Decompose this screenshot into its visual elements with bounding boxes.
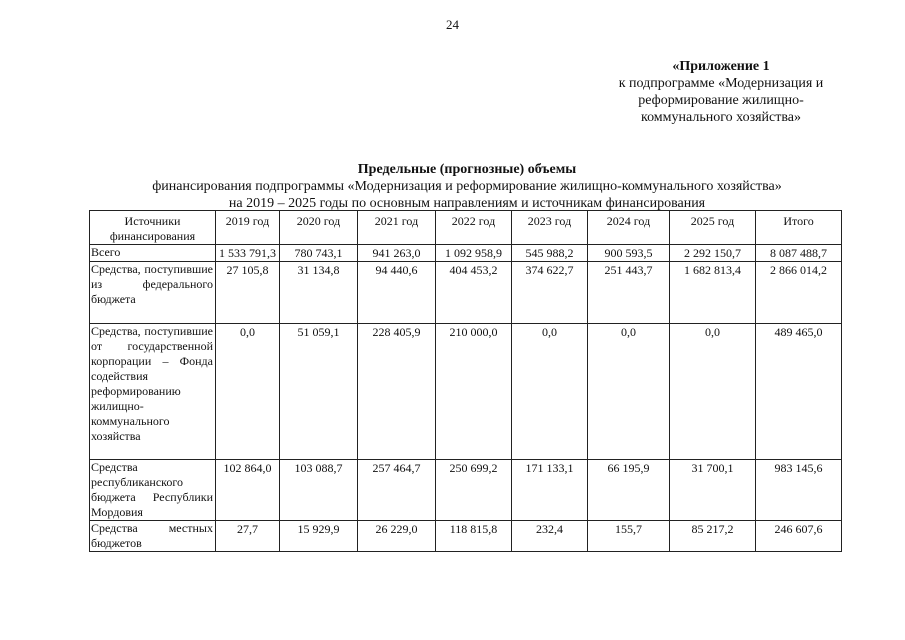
table-header-cell: 2022 год xyxy=(436,211,512,245)
value-cell: 983 145,6 xyxy=(756,460,842,521)
table-row xyxy=(90,262,842,324)
value-cell: 171 133,1 xyxy=(512,460,588,521)
value-cell: 102 864,0 xyxy=(216,460,280,521)
value-cell: 2 292 150,7 xyxy=(670,245,756,262)
table-header-cell: Итого xyxy=(756,211,842,245)
value-cell: 404 453,2 xyxy=(436,262,512,324)
value-cell: 1 682 813,4 xyxy=(670,262,756,324)
value-cell: 118 815,8 xyxy=(436,521,512,552)
value-cell: 51 059,1 xyxy=(280,324,358,460)
value-cell: 66 195,9 xyxy=(588,460,670,521)
value-cell: 210 000,0 xyxy=(436,324,512,460)
document-title-line: финансирования подпрограммы «Модернизация и реформирование жилищно-коммунального хозяйства» xyxy=(152,179,782,194)
table-row xyxy=(90,324,842,460)
value-cell: 31 700,1 xyxy=(670,460,756,521)
value-cell: 489 465,0 xyxy=(756,324,842,460)
value-cell: 0,0 xyxy=(216,324,280,460)
source-cell: Средства республиканского бюджета Республики Мордовия xyxy=(90,460,216,521)
value-cell: 94 440,6 xyxy=(358,262,436,324)
value-cell: 8 087 488,7 xyxy=(756,245,842,262)
source-cell: Средства местных бюджетов xyxy=(90,521,216,552)
table-header-cell: 2020 год xyxy=(280,211,358,245)
value-cell: 85 217,2 xyxy=(670,521,756,552)
appendix-heading xyxy=(598,58,844,126)
value-cell: 27 105,8 xyxy=(216,262,280,324)
value-cell: 26 229,0 xyxy=(358,521,436,552)
table-header-cell: 2023 год xyxy=(512,211,588,245)
document-title xyxy=(92,161,842,212)
value-cell: 250 699,2 xyxy=(436,460,512,521)
value-cell: 246 607,6 xyxy=(756,521,842,552)
table-header-row xyxy=(90,211,842,245)
value-cell: 1 533 791,3 xyxy=(216,245,280,262)
document-title-line: на 2019 – 2025 годы по основным направлениям и источникам финансирования xyxy=(228,196,706,211)
source-cell: Средства, поступившие из федерального бюджета xyxy=(90,262,216,324)
table-row xyxy=(90,245,842,262)
financing-table xyxy=(89,210,842,552)
value-cell: 155,7 xyxy=(588,521,670,552)
value-cell: 0,0 xyxy=(512,324,588,460)
table-row xyxy=(90,460,842,521)
appendix-title: «Приложение 1 xyxy=(672,59,770,74)
table-header-cell: 2025 год xyxy=(670,211,756,245)
value-cell: 2 866 014,2 xyxy=(756,262,842,324)
value-cell: 232,4 xyxy=(512,521,588,552)
value-cell: 0,0 xyxy=(588,324,670,460)
page-number: 24 xyxy=(446,17,459,32)
table-header-cell: 2024 год xyxy=(588,211,670,245)
document-title-main: Предельные (прогнозные) объемы xyxy=(357,162,577,177)
appendix-line: к подпрограмме «Модернизация и xyxy=(618,76,824,91)
value-cell: 15 929,9 xyxy=(280,521,358,552)
source-cell: Всего xyxy=(90,245,216,262)
value-cell: 545 988,2 xyxy=(512,245,588,262)
table-header-cell: Источники финансирования xyxy=(90,211,216,245)
appendix-line: реформирование жилищно- xyxy=(638,93,804,108)
value-cell: 900 593,5 xyxy=(588,245,670,262)
value-cell: 31 134,8 xyxy=(280,262,358,324)
value-cell: 1 092 958,9 xyxy=(436,245,512,262)
value-cell: 0,0 xyxy=(670,324,756,460)
table-header-cell: 2019 год xyxy=(216,211,280,245)
value-cell: 251 443,7 xyxy=(588,262,670,324)
value-cell: 103 088,7 xyxy=(280,460,358,521)
value-cell: 257 464,7 xyxy=(358,460,436,521)
value-cell: 374 622,7 xyxy=(512,262,588,324)
value-cell: 780 743,1 xyxy=(280,245,358,262)
source-cell: Средства, поступившие от государственной корпорации – Фонда содействия реформированию жилищно-коммунального хозяйства xyxy=(90,324,216,460)
value-cell: 27,7 xyxy=(216,521,280,552)
value-cell: 228 405,9 xyxy=(358,324,436,460)
table-row xyxy=(90,521,842,552)
value-cell: 941 263,0 xyxy=(358,245,436,262)
appendix-line: коммунального хозяйства» xyxy=(640,110,802,125)
table-header-cell: 2021 год xyxy=(358,211,436,245)
